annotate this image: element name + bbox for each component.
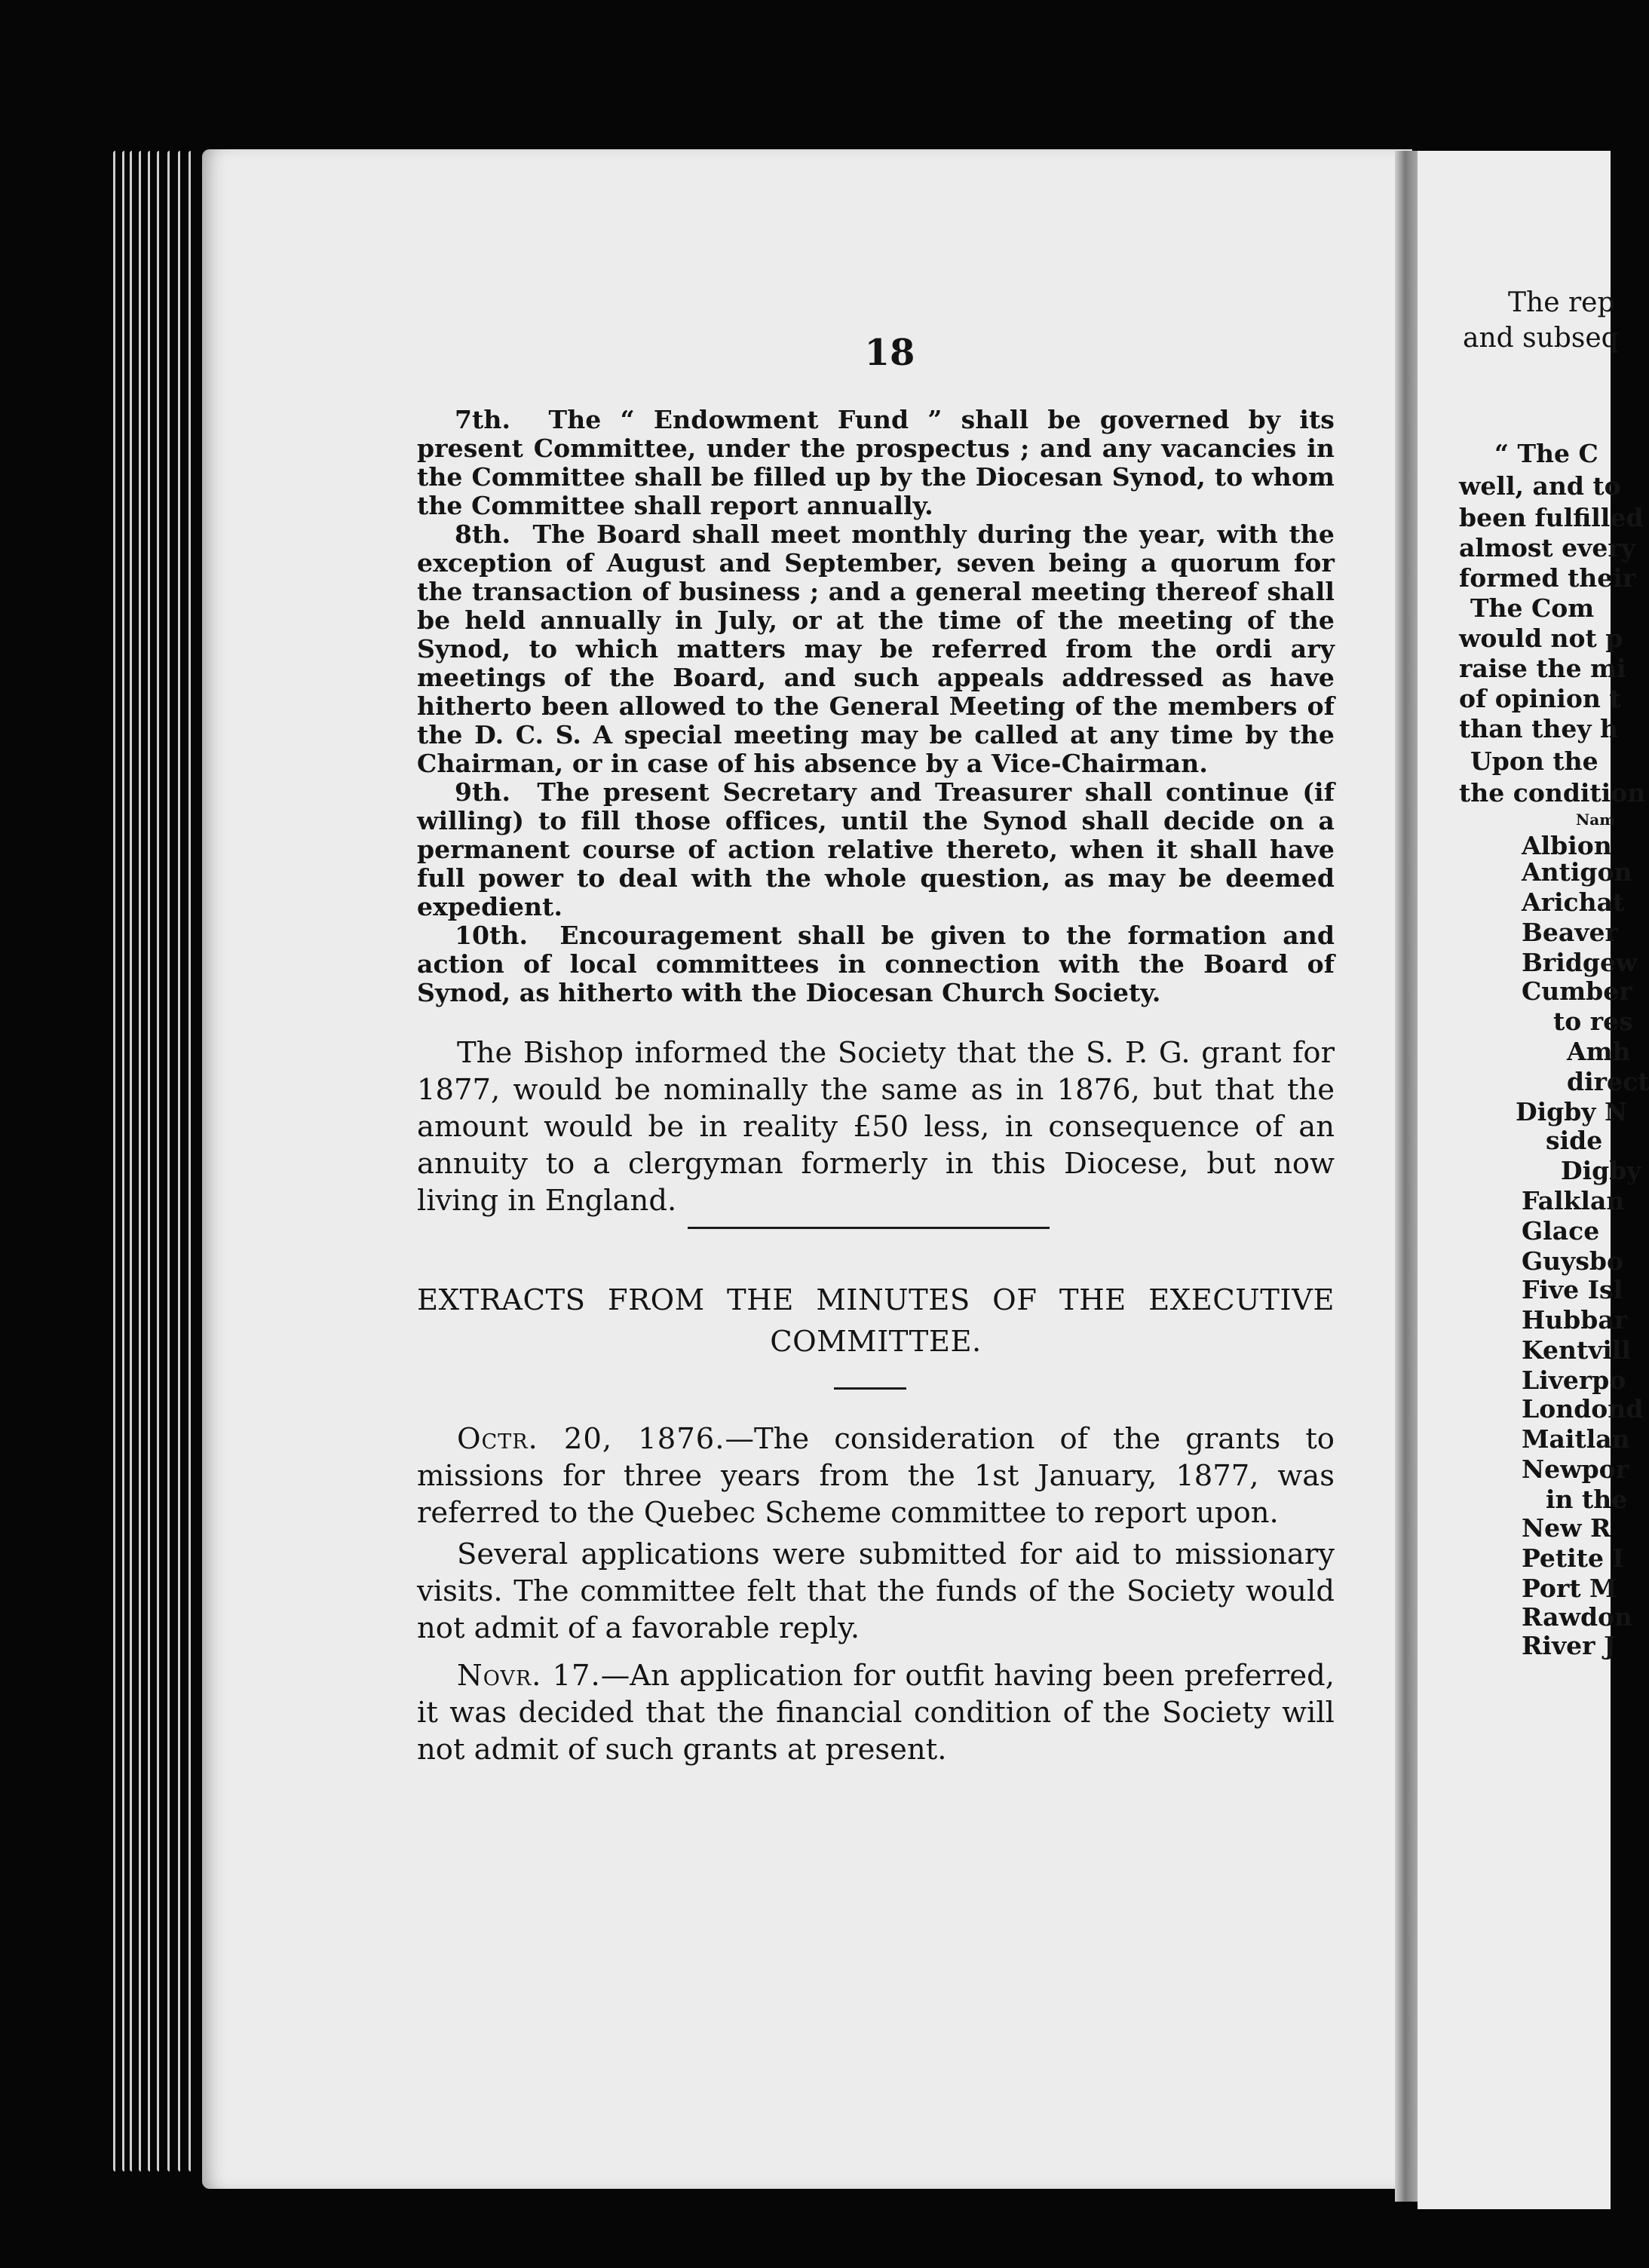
clause-7: [417, 406, 1335, 520]
book-gutter: [1395, 151, 1418, 2202]
right-page-text-fragment: Londond: [1522, 1394, 1644, 1424]
right-page-text-fragment: Five Isl: [1522, 1275, 1623, 1304]
clauses-block: [417, 406, 1335, 1007]
clause-number: 10th.: [455, 921, 529, 950]
clause-text: The Board shall meet monthly during the year, with the exception of August and September, seven being a quorum for the transaction of business ; and a general meeting thereof shall be held annually in July, or at the time of the meeting of the Synod, to which matters may be referred from the ordi ary meetings of the Board, and such appeals addressed as have hitherto been allowed to the General Meeting of the members of the D. C. S. A special meeting may be called at any time by the Chairman, or in case of his absence by a Vice-Chairman.: [417, 519, 1335, 778]
heading-underline: [834, 1387, 906, 1390]
minute-text: —The consideration of the grants to missions for three years from the 1st January, 1877, was referred to the Quebec Scheme committee to report upon.: [417, 1422, 1335, 1530]
right-page-text-fragment: than they h: [1459, 714, 1618, 743]
bishop-paragraph: The Bishop informed the Society that the S. P. G. grant for 1877, would be nominally the same as in 1876, but that the amount would be in reality £50 less, in consequence of an annuity to a clergyman formerly in this Diocese, but now living in England.: [417, 1036, 1335, 1218]
clause-number: 8th.: [455, 519, 511, 549]
right-page-text-fragment: Falklan: [1522, 1186, 1625, 1215]
clause-text: Encouragement shall be given to the formation and action of local committees in connection with the Board of Synod, as hitherto with the Diocesan Church Society.: [417, 921, 1335, 1007]
right-page-text-fragment: Antigon: [1522, 857, 1632, 887]
right-page-text-fragment: direct: [1567, 1067, 1649, 1096]
right-page-text-fragment: The Com: [1470, 593, 1595, 623]
minutes-block: [417, 1421, 1335, 1768]
minute-octr-20: [417, 1421, 1335, 1531]
clause-number: 9th.: [455, 777, 511, 807]
right-page-text-fragment: Cumber: [1522, 976, 1632, 1006]
clause-text: The present Secretary and Treasurer shall continue (if willing) to fill those offices, until the Synod shall decide on a permanent course of action relative thereto, when it shall have full power to deal with the whole question, as may be deemed expedient.: [417, 777, 1335, 921]
bishop-paragraph-block: [417, 1034, 1335, 1219]
right-page-text-fragment: almost every: [1459, 533, 1635, 562]
right-page-text-fragment: Port M: [1522, 1574, 1617, 1603]
section-divider: [688, 1227, 1050, 1229]
section-heading: [417, 1280, 1335, 1362]
minute-date: Octr. 20, 1876.: [457, 1422, 725, 1456]
right-page-text-fragment: Hubbar: [1522, 1305, 1628, 1335]
right-page-text-fragment: Arichat: [1522, 887, 1625, 917]
clause-9: [417, 778, 1335, 921]
right-page-text-fragment: Nam: [1576, 811, 1616, 829]
clause-number: 7th.: [455, 405, 511, 434]
right-page-text-fragment: Beaver: [1522, 918, 1618, 947]
right-page-text-fragment: side: [1546, 1126, 1603, 1155]
clause-text: The “ Endowment Fund ” shall be governed by its present Committee, under the prospectus ; and any vacancies in the Committee shall be filled up by the Diocesan Synod, to whom the Committee shall report annually.: [417, 405, 1335, 520]
right-page-text-fragment: Newpor: [1522, 1454, 1629, 1484]
minute-text: —An application for outfit having been preferred, it was decided that the financial condition of the Society will not admit of such grants at present.: [417, 1659, 1335, 1767]
right-page-text-fragment: “ The C: [1494, 439, 1598, 468]
right-page-text-fragment: the condition: [1459, 778, 1646, 808]
right-page-text-fragment: Digby N: [1516, 1097, 1628, 1126]
right-page-text-fragment: New R: [1522, 1513, 1611, 1543]
right-page-text-fragment: Kentvill: [1522, 1335, 1631, 1365]
right-page-text-fragment: Albion: [1522, 831, 1612, 860]
right-page-text-fragment: Digby: [1561, 1156, 1641, 1185]
right-page-text-fragment: to res: [1553, 1007, 1633, 1036]
heading-line-1: EXTRACTS FROM THE MINUTES OF THE EXECUTIVE: [417, 1283, 1335, 1317]
clause-8: [417, 520, 1335, 778]
minute-date: Novr. 17.: [457, 1659, 601, 1693]
right-page-text-fragment: been fulfilled: [1459, 503, 1644, 532]
right-page-text-fragment: Guysbo: [1522, 1246, 1624, 1276]
page-number: 18: [864, 332, 915, 374]
right-page-text-fragment: Rawdon: [1522, 1602, 1633, 1632]
right-page-text-fragment: and subseq: [1463, 323, 1619, 354]
right-page-text-fragment: Maitlan: [1522, 1424, 1630, 1454]
right-page-text-fragment: well, and to: [1459, 471, 1621, 501]
minute-applications: [417, 1536, 1335, 1647]
right-page-text-fragment: The rep: [1508, 287, 1615, 318]
right-page-text-fragment: raise the mi: [1459, 654, 1626, 683]
right-page-text-fragment: Glace: [1522, 1216, 1600, 1246]
right-page-text-fragment: Petite I: [1522, 1543, 1624, 1573]
right-page-text-fragment: Upon the: [1470, 746, 1598, 776]
right-page-text-fragment: Liverpo: [1522, 1365, 1626, 1395]
right-page-text-fragment: formed their: [1459, 563, 1636, 593]
minute-novr-17: [417, 1657, 1335, 1768]
right-page-text-fragment: in the: [1546, 1485, 1628, 1514]
right-page-text-fragment: River J: [1522, 1631, 1616, 1660]
right-page-text-fragment: Amh: [1567, 1037, 1631, 1066]
right-page-text-fragment: Bridgew: [1522, 948, 1638, 977]
right-page-text-fragment: would not p: [1459, 624, 1623, 653]
heading-line-2: COMMITTEE.: [770, 1325, 982, 1359]
minute-text: Several applications were submitted for aid to missionary visits. The committee felt that the funds of the Society would not admit of a favorable reply.: [417, 1537, 1335, 1645]
clause-10: [417, 921, 1335, 1007]
right-page-text-fragment: of opinion t: [1459, 684, 1621, 713]
